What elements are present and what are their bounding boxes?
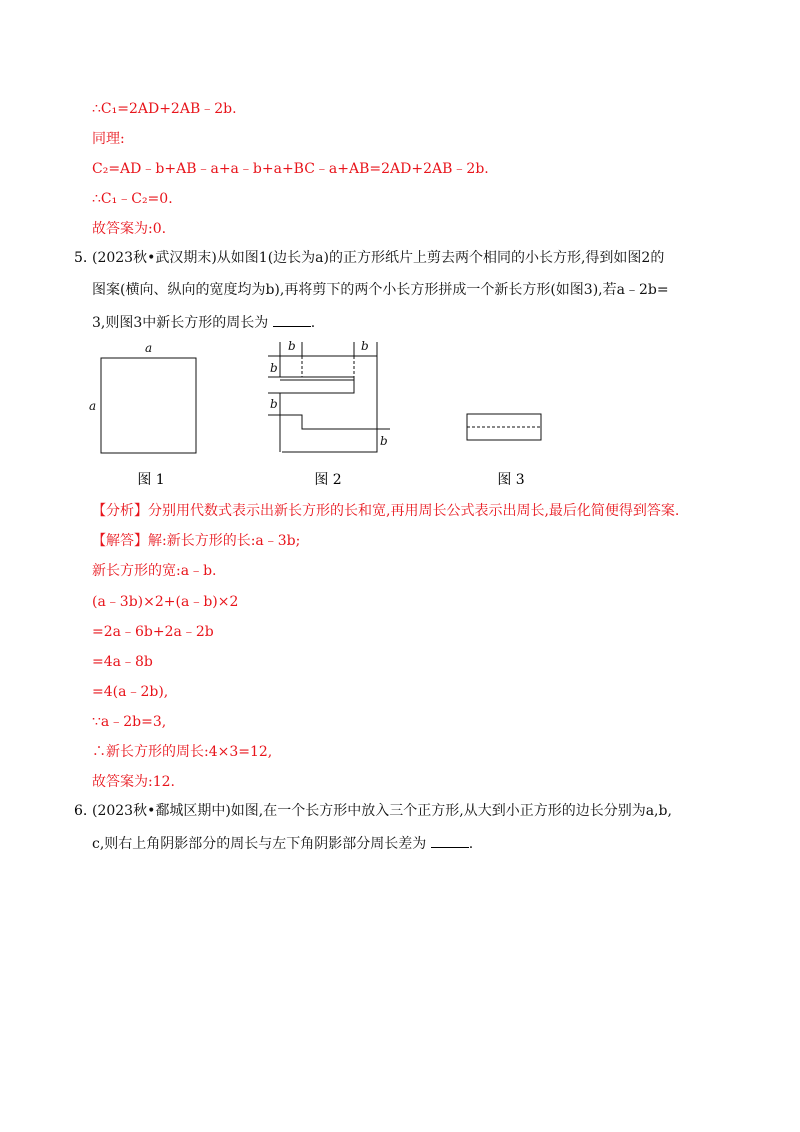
solution-line-5: =4a﹣8b — [92, 654, 153, 670]
solution-line-1: 【解答】解:新长方形的长:a﹣3b; — [92, 533, 301, 549]
solution-line-8: ∴新长方形的周长:4×3=12, — [92, 744, 273, 760]
answer-line-4: ∴C₁﹣C₂=0. — [92, 191, 173, 207]
question-5-text-1: (2023秋•武汉期末)从如图1(边长为a)的正方形纸片上剪去两个相同的小长方形,得到如图2的 — [92, 250, 665, 266]
answer-line-3: C₂=AD﹣b+AB﹣a+a﹣b+a+BC﹣a+AB=2AD+2AB﹣2b. — [92, 161, 489, 177]
figure-2-caption: 图 2 — [314, 472, 342, 488]
question-6-text-2 — [92, 833, 473, 854]
question-6-text-1: (2023秋•鄱城区期中)如图,在一个长方形中放入三个正方形,从大到小正方形的边长分别为a,b, — [92, 803, 672, 819]
figure-2-shape — [268, 342, 390, 452]
figure-2-label-b-5: b — [380, 434, 388, 448]
figure-1-label-left: a — [89, 399, 97, 413]
figure-1-caption: 图 1 — [137, 472, 165, 488]
question-5-text-2: 图案(横向、纵向的宽度均为b),再将剪下的两个小长方形拼成一个新长方形(如图3),若a﹣2b= — [92, 282, 669, 298]
figure-2-label-b-2: b — [361, 339, 369, 353]
question-6-text-2-pre: c,则右上角阴影部分的周长与左下角阴影部分周长差为 — [92, 836, 427, 852]
solution-line-3: (a﹣3b)×2+(a﹣b)×2 — [92, 594, 239, 610]
figure-3-rectangle — [467, 414, 541, 440]
figure-2-label-b-3: b — [270, 361, 278, 375]
figure-1-square — [89, 341, 196, 453]
figure-2-label-b-4: b — [270, 397, 278, 411]
figure-2-label-b-1: b — [288, 339, 296, 353]
answer-blank — [431, 833, 469, 848]
question-6-number: 6. — [74, 803, 88, 819]
question-5-number: 5. — [74, 250, 88, 266]
question-5-text-3-pre: 3,则图3中新长方形的周长为 — [92, 315, 269, 331]
figure-3-caption: 图 3 — [497, 472, 525, 488]
analysis-text: 【分析】分别用代数式表示出新长方形的长和宽,再用周长公式表示出周长,最后化简便得到答案. — [92, 503, 680, 519]
solution-line-2: 新长方形的宽:a﹣b. — [92, 563, 217, 579]
solution-line-6: =4(a﹣2b), — [92, 684, 169, 700]
answer-line-1: ∴C₁=2AD+2AB﹣2b. — [92, 101, 237, 117]
figure-1-label-top: a — [145, 341, 153, 355]
answer-line-5: 故答案为:0. — [92, 221, 167, 237]
answer-line-2: 同理: — [92, 131, 125, 147]
question-6-text-2-post: . — [468, 836, 474, 852]
question-5-text-3-post: . — [310, 315, 316, 331]
solution-line-4: =2a﹣6b+2a﹣2b — [92, 624, 214, 640]
solution-line-7: ∵a﹣2b=3, — [92, 714, 167, 730]
solution-line-9: 故答案为:12. — [92, 774, 175, 790]
